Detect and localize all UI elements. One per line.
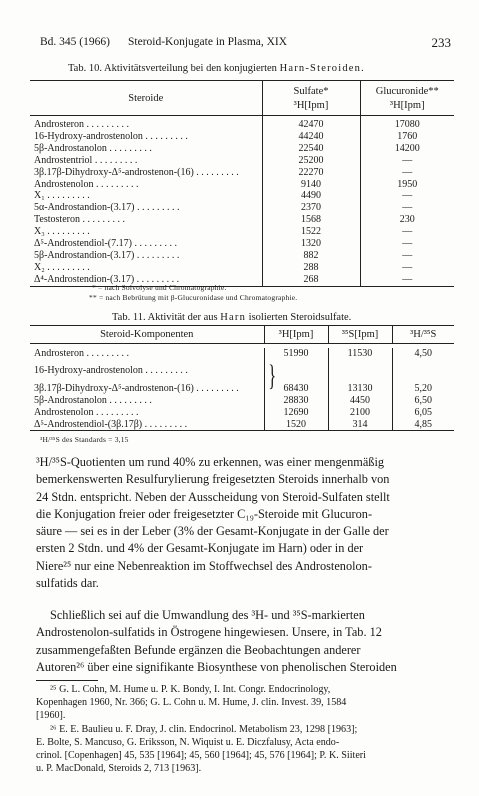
reference-line: ²⁵ G. L. Cohn, M. Hume u. P. K. Bondy, I. Int. Congr. Endocrinology, [50, 684, 331, 695]
glucuronide-value: — [360, 155, 454, 167]
steroid-name: Δ⁵-Androstendiol-(3β.17β) . . . . . . . . . [34, 418, 188, 430]
table-row [30, 238, 454, 250]
glucuronide-value: 1760 [360, 131, 454, 143]
sulfate-value: 44240 [262, 131, 360, 143]
steroid-name: Androstenolon . . . . . . . . . [34, 178, 139, 190]
table11-caption: Tab. 11. Aktivität der aus Harn isolierten Steroidsulfate. [112, 312, 352, 323]
sulfate-value: 1320 [262, 238, 360, 250]
paragraph-1 [36, 454, 452, 592]
h-value: 1520 [264, 419, 328, 431]
paragraph-2-line: Schließlich sei auf die Umwandlung des ³H- und ³⁵S-markierten [50, 608, 365, 622]
s-value: 11530 [328, 348, 392, 360]
table-row [30, 407, 454, 419]
paragraph-2-line: Autoren²⁶ über eine signifikante Biosynthese von phenolischen Steroiden [36, 659, 397, 674]
brace-glyph: } [268, 358, 276, 392]
steroid-name: 3β.17β-Dihydroxy-Δ⁵-androstenon-(16) . . . . . . . . . [34, 166, 239, 178]
reference-line: Kopenhagen 1960, Nr. 366; G. L. Cohn u. M. Hume, J. clin. Invest. 39, 1584 [36, 697, 347, 709]
steroid-name: Δ⁵-Androstendiol-(7.17) . . . . . . . . . [34, 238, 177, 250]
glucuronide-value: — [360, 262, 454, 274]
table-row [30, 143, 454, 155]
glucuronide-value: — [360, 190, 454, 202]
table11-header-components: Steroid-Komponenten [30, 326, 264, 344]
steroid-name: Δ⁴-Androstendion-(3.17) . . . . . . . . . [34, 273, 180, 285]
sulfate-value: 25200 [262, 155, 360, 167]
steroid-name: 16-Hydroxy-androstenolon . . . . . . . . . [34, 130, 188, 142]
ratio-value: 4,85 [392, 419, 454, 431]
ratio-value [392, 360, 454, 383]
table-row [30, 250, 454, 262]
table-row [30, 262, 454, 274]
paragraph-2-line: Androstenolon-sulfatids in Östrogene hingewiesen. Unsere, in Tab. 12 [36, 625, 382, 640]
s-value: 4450 [328, 395, 392, 407]
paragraph-1-line: Niere²⁵ nur eine Nebenreaktion im Stoffwechsel des Androstenolon- [36, 558, 372, 573]
reference-line: ²⁶ E. E. Baulieu u. F. Dray, J. clin. Endocrinol. Metabolism 23, 1298 [1963]; [50, 723, 358, 735]
steroid-name: Androsteron . . . . . . . . . [34, 348, 129, 359]
steroid-name: 5β-Androstanolon . . . . . . . . . [34, 142, 152, 154]
reference-line: E. Bolte, S. Mancuso, G. Eriksson, N. Wiquist u. E. Diczfalusy, Acta endo- [36, 736, 340, 748]
table-row [30, 348, 454, 360]
paragraph-1-line: bemerkenswerten Resulfurylierung freigesetzten Steroids innerhalb von [36, 472, 390, 487]
glucuronide-value: 14200 [360, 143, 454, 155]
ratio-value: 6,05 [392, 407, 454, 419]
paragraph-1-line: säure — sei es in der Leber (3% der Gesamt-Konjugate in der Galle der [36, 524, 389, 539]
table10 [30, 80, 454, 287]
table-row [30, 116, 454, 131]
sulfate-value: 4490 [262, 190, 360, 202]
table11 [30, 325, 454, 431]
steroid-name: X₂ . . . . . . . . . [34, 261, 90, 273]
glucuronide-value: — [360, 274, 454, 286]
references [36, 683, 456, 775]
table10-header-glucuronide: Glucuronide** [360, 81, 454, 99]
table-row [30, 155, 454, 167]
table10-caption: Tab. 10. Aktivitätsverteilung bei den konjugierten Harn-Steroiden. [68, 63, 365, 74]
steroid-name: Androstenolon . . . . . . . . . [34, 406, 139, 418]
table-row [30, 226, 454, 238]
table-row [30, 419, 454, 431]
glucuronide-value: — [360, 250, 454, 262]
sulfate-value: 882 [262, 250, 360, 262]
table-row [30, 395, 454, 407]
h-value: 28830 [264, 395, 328, 407]
table11-body [30, 348, 454, 431]
steroid-name: Androstentriol . . . . . . . . . [34, 154, 138, 166]
steroid-name: 5β-Androstanolon . . . . . . . . . [34, 394, 152, 406]
paragraph-1-line: ³H/³⁵S-Quotienten um rund 40% zu erkennen, was einer mengenmäßig [36, 455, 385, 469]
sulfate-value: 9140 [262, 179, 360, 191]
reference-line: [1960]. [36, 710, 66, 722]
sulfate-value: 288 [262, 262, 360, 274]
h-value: 51990 [264, 348, 328, 360]
paragraph-2-line: zusammengefaßten Befunde ergänzen die Beobachtungen anderer [36, 642, 361, 657]
ratio-value: 4,50 [392, 348, 454, 360]
steroid-name: 5α-Androstandion-(3.17) . . . . . . . . . [34, 202, 180, 214]
table10-header-steroide: Steroide [30, 81, 262, 116]
sulfate-value: 22270 [262, 167, 360, 179]
reference-line: crinol. [Copenhagen] 45, 535 [1964]; 45, 560 [1964]; 45, 576 [1964]; P. K. Siiteri [36, 750, 366, 762]
footnote-rule [36, 680, 98, 681]
s-value: 13130 [328, 383, 392, 395]
steroid-name: 5β-Androstandion-(3.17) . . . . . . . . . [34, 249, 180, 261]
h-value: 68430 [264, 383, 328, 395]
table-row [30, 179, 454, 191]
table11-header-s: ³⁵S[Ipm] [328, 326, 392, 344]
table-row [30, 190, 454, 202]
table11-header-ratio: ³H/³⁵S [392, 326, 454, 344]
paragraph-1-line: sulfatids dar. [36, 576, 99, 591]
paragraph-2 [36, 607, 452, 676]
table-row [30, 383, 454, 395]
volume-info: Bd. 345 (1966) [40, 36, 110, 48]
steroid-name: 16-Hydroxy-androstenolon . . . . . . . . . [34, 365, 188, 377]
table-row [30, 214, 454, 226]
steroid-name: Androsteron . . . . . . . . . [34, 119, 129, 130]
ratio-value: 5,20 [392, 383, 454, 395]
table-row [30, 202, 454, 214]
paragraph-1-line: 24 Stdn. entspricht. Neben der Ausscheidung von Steroid-Sulfaten stellt [36, 489, 390, 504]
sulfate-value: 1568 [262, 214, 360, 226]
steroid-name: X₃ . . . . . . . . . [34, 226, 90, 238]
sulfate-value: 268 [262, 274, 360, 286]
s-value [328, 360, 392, 383]
glucuronide-value: — [360, 226, 454, 238]
s-value: 314 [328, 419, 392, 431]
table-row [30, 167, 454, 179]
table10-body [30, 116, 454, 287]
steroid-name: 3β.17β-Dihydroxy-Δ⁵-androstenon-(16) . . . . . . . . . [34, 382, 239, 394]
sulfate-value: 42470 [262, 116, 360, 131]
table11-header-h: ³H[Ipm] [264, 326, 328, 344]
sulfate-value: 22540 [262, 143, 360, 155]
glucuronide-value: — [360, 167, 454, 179]
glucuronide-value: 17080 [360, 116, 454, 131]
steroid-name: Testosteron . . . . . . . . . [34, 214, 125, 226]
table10-header-glucuronide-unit: ³H[Ipm] [360, 98, 454, 116]
glucuronide-value: 230 [360, 214, 454, 226]
table-row [30, 131, 454, 143]
table-row [30, 360, 454, 383]
glucuronide-value: — [360, 238, 454, 250]
sulfate-value: 2370 [262, 202, 360, 214]
table11-footnote: ³H/³⁵S des Standards = 3,15 [40, 435, 129, 444]
glucuronide-value: — [360, 202, 454, 214]
table10-header-sulfate-unit: ³H[Ipm] [262, 98, 360, 116]
h-value: 12690 [264, 407, 328, 419]
running-title: Steroid-Konjugate in Plasma, XIX [128, 36, 288, 48]
page-number: 233 [431, 35, 451, 50]
steroid-name: X₁ . . . . . . . . . [34, 190, 90, 202]
s-value: 2100 [328, 407, 392, 419]
paragraph-1-line: ersten 2 Stdn. und 4% der Gesamt-Konjugate im Harn) oder in der [36, 541, 364, 556]
glucuronide-value: 1950 [360, 179, 454, 191]
ratio-value: 6,50 [392, 395, 454, 407]
sulfate-value: 1522 [262, 226, 360, 238]
paragraph-1-line: die Konjugation freier oder freigesetzter C₁₉-Steroide mit Glucuron- [36, 506, 373, 521]
reference-line: u. P. MacDonald, Steroids 2, 713 [1963]. [36, 763, 202, 775]
table10-footnote-1: * = nach Solvolyse und Chromatographie. [92, 283, 227, 292]
table10-footnote-2: ** = nach Bebrütung mit β-Glucuronidase und Chromatographie. [89, 293, 298, 302]
table10-header-sulfate: Sulfate* [262, 81, 360, 99]
